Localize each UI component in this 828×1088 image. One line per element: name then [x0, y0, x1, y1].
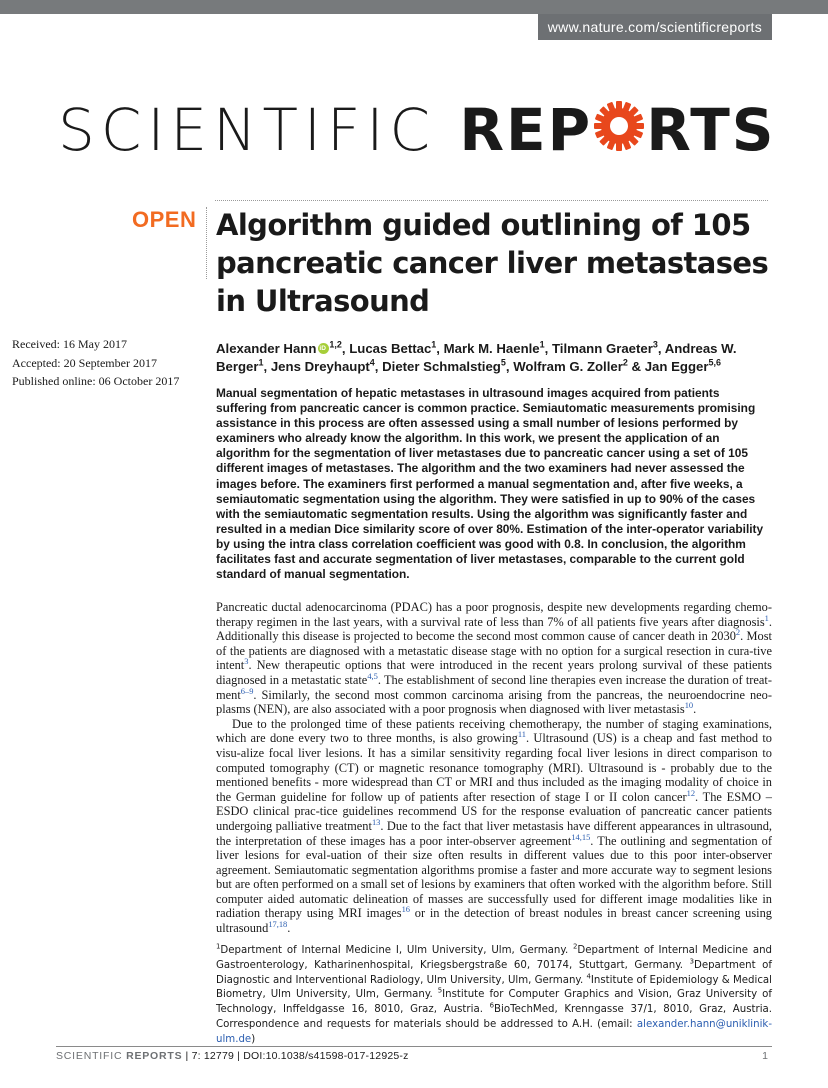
author-name: Jan Egger	[644, 359, 709, 374]
author-name: Dieter Schmalstieg	[382, 359, 501, 374]
affiliation-number: 4	[586, 972, 591, 981]
affiliation-number: 1	[216, 942, 221, 951]
affiliation-number: 5	[437, 987, 443, 995]
footer-journal-bold: REPORTS	[126, 1050, 183, 1062]
author-affiliation-ref: 1	[431, 339, 437, 350]
title-divider	[206, 207, 207, 279]
open-access-label: OPEN	[132, 207, 197, 232]
citation-ref[interactable]: 14,15	[571, 831, 591, 842]
author-name: Jens Dreyhaupt	[270, 359, 370, 374]
author-affiliation-ref: 3	[652, 339, 658, 350]
body-paragraph: Pancreatic ductal adenocarcinoma (PDAC) has a poor prognosis, despite new developments regarding chemo-therapy regimen in the last years, with a survival rate of less than 7% of all patients five years after diagnosis$^1$. Additionally this disease is projected to become the second most common cause of cancer death in 2030$^2$. Most of the patients are diagnosed with a metastatic disease stage with no option for a surgical resection in cura-tive intent$^3$. New therapeutic options that were introduced in the recent years prolong survival of these patients diagnosed in a metastatic state$^{4,5}$. The establishment of second line therapies even increase the duration of treat-ment$^{6-9}$. Similarly, the second most common carcinoma arising from the pancreas, the neuroendocrine neo-plasms (NEN), are also associated with a poor prognosis when diagnosed with liver metastasis$^{10}$.	[216, 600, 772, 717]
author-affiliation-ref: 5	[500, 357, 506, 368]
affiliation-number: 2	[572, 942, 578, 951]
author-name: Mark M. Haenle	[443, 341, 540, 356]
header-bar	[0, 0, 828, 14]
body-text	[216, 600, 772, 936]
orcid-icon[interactable]	[318, 343, 329, 354]
footer-citation	[56, 1050, 409, 1062]
citation-ref[interactable]: 3	[244, 656, 249, 667]
author-affiliation-ref: 1	[258, 357, 264, 368]
footer-doi: | 7: 12779 | DOI:10.1038/s41598-017-12925-z	[182, 1050, 409, 1062]
abstract: Manual segmentation of hepatic metastases in ultrasound images acquired from patients suffering from pancreatic cancer is common practice. Semiautomatic measurements promising assistance in this process are often assessed using a small number of lesions performed by examiners who already know the algorithm. In this work, we present the application of an algorithm for the segmentation of liver metastases due to pancreatic cancer using a set of 105 different images of metastases. The algorithm and the two examiners had never assessed the images before. The examiners first performed a manual segmentation and, after five weeks, a semiautomatic segmentation using the algorithm. They were satisfied in up to 90% of the cases with the semiautomatic segmentation results. Using the algorithm was significantly faster and resulted in a median Dice similarity score of over 80%. Estimation of the inter-operator variability by using the intra class correlation coefficient was good with 0.8. In conclusion, the algorithm facilitates fast and accurate segmentation of liver metastases, comparable to the current gold standard of manual segmentation.	[216, 386, 764, 582]
journal-logo	[58, 88, 776, 172]
author-affiliation-ref: 2	[622, 357, 628, 368]
received-date: Received: 16 May 2017	[12, 337, 127, 351]
citation-ref[interactable]: 6–9	[240, 685, 254, 696]
affiliation-number: 6	[489, 1001, 495, 1010]
citation-ref[interactable]: 17,18	[268, 918, 288, 929]
author-affiliation-ref: 1,2	[329, 339, 342, 350]
article-title: Algorithm guided outlining of 105 pancreatic cancer liver metastases in Ultrasound	[216, 208, 769, 318]
author-list: Alexander HanniD $^{1,2}$, Lucas Bettac$^1$, Mark M. Haenle$^1$, Tilmann Graeter$^3$, Andreas W. Berger$^1$, Jens Dreyhaupt$^4$, Dieter Schmalstieg$^5$, Wolfram G. Zoller$^2$ & Jan Egger$^{5,6}$	[216, 340, 774, 376]
author-affiliation-ref: 1	[539, 339, 545, 350]
citation-ref[interactable]: 11	[517, 729, 526, 740]
author-affiliation-ref: 5,6	[708, 357, 721, 368]
author-name: Lucas Bettac	[349, 341, 432, 356]
journal-logo-light: SCIENTIFIC	[58, 96, 436, 164]
gear-logo-icon	[593, 90, 645, 142]
header-divider	[215, 200, 768, 201]
body-paragraph: Due to the prolonged time of these patients receiving chemotherapy, the number of staging examinations, which are done every two to three months, is also growing$^{11}$. Ultrasound (US) is a cheap and fast method to visu-alize focal liver lesions. It has a similar sensitivity regarding focal liver lesions in direct comparison to computed tomography (CT) or magnetic resonance tomography (MRI). Ultrasound is - probably due to the mentioned benefits - more widespread than CT or MRI and thus included as the imaging modality of choice in the German guideline for follow up of patients after resection of stage I or II colon cancer$^{12}$. The ESMO – ESDO clinical prac-tice guidelines recommend US for the response evaluation of pancreatic cancer patients undergoing palliative treatment$^{13}$. Due to the fact that liver metastasis have different appearances in ultrasound, the interpretation of these images has a poor inter-observer agreement$^{14,15}$. The outlining and segmentation of liver lesions for eval-uation of their size often results in different values due to this poor inter-observer agreement. Semiautomatic segmentation algorithms promise a faster and more accurate way to segment lesions but are often performed on a small set of lesions by examiners that often worked with the algorithm before. Still computer aided automatic delineation of masses are successfully used for different image modalities like in radiation therapy using MRI images$^{16}$ or in the detection of breast nodules in breast cancer screening using ultrasound$^{17,18}$.	[216, 716, 773, 936]
citation-ref[interactable]: 12	[686, 787, 696, 798]
citation-ref[interactable]: 1	[764, 612, 769, 623]
author-name: Tilmann Graeter	[551, 341, 653, 356]
footer-rule	[56, 1046, 772, 1047]
author-affiliation-ref: 4	[369, 357, 375, 368]
affiliations: $^1$Department of Internal Medicine I, Ulm University, Ulm, Germany. $^2$Department of Internal Medicine and Gastroenterology, Katharinenhospital, Kriegsbergstraße 60, 70174, Stuttgart, Germany. $^3$Department of Diagnostic and Interventional Radiology, Ulm University, Ulm, Germany. $^4$Institute of Epidemiology & Medical Biometry, Ulm University, Ulm, Germany. $^5$Institute for Computer Graphics and Vision, Graz University of Technology, Inffeldgasse 16, 8010, Graz, Austria. $^6$BioTechMed, Krenngasse 37/1, 8010, Graz, Austria. Correspondence and requests for materials should be addressed to A.H. (email: alexander.hann@uniklinik-ulm.de)	[216, 942, 773, 1045]
citation-ref[interactable]: 16	[401, 904, 411, 915]
publication-dates	[12, 335, 179, 391]
page-number: 1	[762, 1050, 768, 1062]
footer-journal-light: SCIENTIFIC	[56, 1050, 127, 1062]
citation-ref[interactable]: 13	[371, 816, 381, 827]
author-name: Alexander Hann	[216, 341, 317, 356]
published-date: Published online: 06 October 2017	[12, 374, 180, 388]
citation-ref[interactable]: 4,5	[367, 670, 378, 681]
correspondence-email-link[interactable]: alexander.hann@uniklinik-ulm.de	[216, 1018, 772, 1045]
citation-ref[interactable]: 10	[684, 700, 694, 711]
citation-ref[interactable]: 2	[735, 627, 741, 638]
journal-logo-bold-pre: REP	[459, 96, 593, 164]
accepted-date: Accepted: 20 September 2017	[12, 355, 157, 370]
journal-logo-bold-post: RTS	[646, 96, 776, 164]
author-name: Andreas W. Berger	[216, 341, 737, 374]
affiliation-number: 3	[689, 957, 694, 966]
journal-url[interactable]: www.nature.com/scientificreports	[538, 14, 772, 40]
author-name: Wolfram G. Zoller	[513, 359, 623, 374]
